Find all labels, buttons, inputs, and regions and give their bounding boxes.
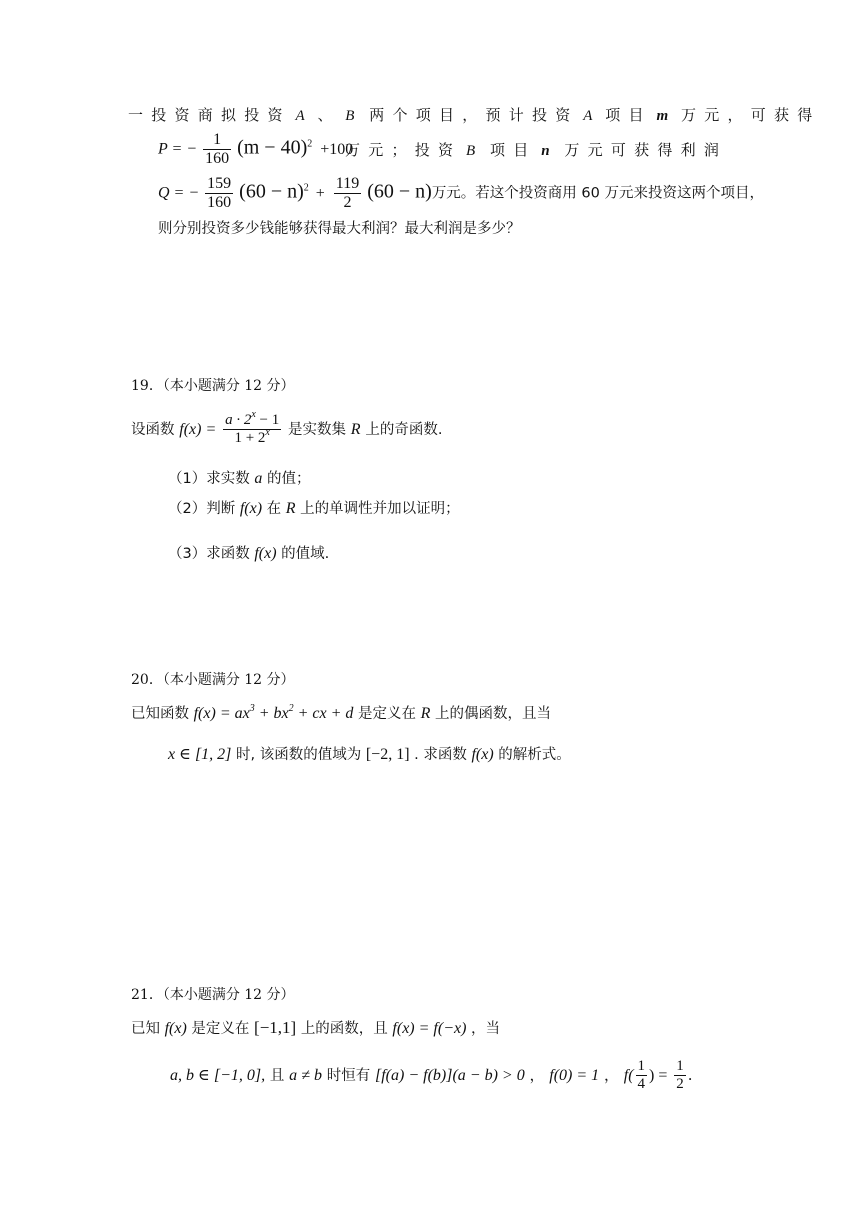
p18-line1 xyxy=(128,106,821,125)
p21-l2-fq: f( xyxy=(623,1066,634,1084)
p20-l1-f3: + cx + d xyxy=(293,705,354,722)
p20-l1-a: 已知函数 xyxy=(131,706,189,722)
p19-num-tail: − 1 xyxy=(255,412,280,428)
p21-header: 21．（本小题满分 12 分） xyxy=(131,987,295,1003)
p18-P-den: 160 xyxy=(205,150,230,168)
p19-intro-c: 上的奇函数. xyxy=(365,421,443,438)
p21-l2-f0: f(0) = 1 xyxy=(549,1066,600,1084)
p21-line1 xyxy=(131,1018,500,1038)
p21-l1-d: ，当 xyxy=(471,1021,501,1037)
p18-line2-c: 万元可获得利润 xyxy=(564,141,728,159)
p21-l1-int: [−1,1] xyxy=(254,1018,297,1037)
p18-line1-text-a: 一投资商拟投资 xyxy=(128,106,291,124)
p21-l2-ab: a, b ∈ [−1, 0], xyxy=(170,1066,266,1084)
p19-q2-f: f(x) xyxy=(239,500,263,517)
p18-formula-P xyxy=(158,131,353,169)
p18-P-tail: +100 xyxy=(320,140,354,158)
p19-q1 xyxy=(168,469,310,488)
p18-line2-b: 项目 xyxy=(490,141,537,159)
p19-q1-var: a xyxy=(254,470,263,487)
p19-num xyxy=(223,409,281,430)
p18-line2-text xyxy=(345,141,727,160)
p21-l2-fq-b: ) = xyxy=(649,1066,668,1084)
p20-header: 20．（本小题满分 12 分） xyxy=(131,672,295,688)
p21-half-num: 1 xyxy=(674,1058,686,1076)
p20-l1-e1: 3 xyxy=(249,703,255,714)
p18-P-lhs: P = − xyxy=(158,140,198,158)
p19-q3-a: （3）求函数 xyxy=(168,546,250,562)
p19-q2 xyxy=(168,499,460,518)
p18-line1-text-c: 项目 xyxy=(605,106,652,124)
p19-header: 19．（本小题满分 12 分） xyxy=(131,378,295,394)
p18-Q-den1: 160 xyxy=(207,194,232,212)
p19-intro-b: 是实数集 xyxy=(288,421,347,438)
p19-q2-R: R xyxy=(285,500,296,517)
p19-den-exp: x xyxy=(265,427,270,439)
p20-l2-x: x ∈ [1, 2] xyxy=(168,746,232,763)
p18-var-n: n xyxy=(541,143,550,159)
p21-l2-end: . xyxy=(687,1065,693,1084)
p18-formula-Q xyxy=(158,175,764,213)
p19-q1-a: （1）求实数 xyxy=(168,471,250,487)
p20-l1-f xyxy=(194,705,354,722)
p21-l2-ineq: [f(a) − f(b)](a − b) > 0 xyxy=(375,1066,525,1084)
p21-quarter-den: 4 xyxy=(637,1076,646,1093)
p21-l2-half xyxy=(674,1058,686,1094)
p19-num-exp: x xyxy=(251,409,256,420)
p18-line1-text-d: 万元，可获得 xyxy=(681,106,821,124)
p20-line2 xyxy=(168,745,571,764)
p19-q2-a: （2）判断 xyxy=(168,501,236,517)
p20-l2-range: [−2, 1] xyxy=(365,746,410,763)
p19-q3-b: 的值域. xyxy=(281,546,330,562)
p20-l1-e2: 2 xyxy=(288,703,294,714)
p18-P-num: 1 xyxy=(203,131,231,150)
p18-P-exp: 2 xyxy=(307,138,313,150)
p19-fx: f(x) = xyxy=(179,420,217,438)
p21-half-den: 2 xyxy=(676,1076,684,1093)
p21-l1-c: 上的函数，且 xyxy=(300,1021,388,1037)
p18-P-paren: (m − 40) xyxy=(237,136,308,159)
p18-var-B: B xyxy=(345,108,355,124)
p20-l2-a: 时, 该函数的值域为 xyxy=(236,747,362,763)
p19-q3 xyxy=(168,544,329,563)
p20-l2-f: f(x) xyxy=(471,746,494,763)
p20-l1-R: R xyxy=(420,705,431,722)
p19-q2-b: 在 xyxy=(266,501,282,517)
p19-num-base: a · 2 xyxy=(225,412,252,428)
p21-line2 xyxy=(170,1058,692,1094)
p21-l1-b: 是定义在 xyxy=(191,1021,250,1037)
p18-var-m: m xyxy=(656,108,669,124)
p20-l2-c: 的解析式。 xyxy=(498,747,571,763)
p21-quarter-num: 1 xyxy=(636,1058,648,1076)
p18-dun: 、 xyxy=(317,106,333,124)
p19-den-base: 1 + 2 xyxy=(234,430,266,447)
p19-fraction xyxy=(223,409,281,448)
p20-l1-c: 上的偶函数，且当 xyxy=(435,706,552,722)
p21-l2-sep2: ， xyxy=(603,1065,619,1084)
p18-Q-num1: 159 xyxy=(205,175,233,194)
p18-Q-den2: 2 xyxy=(343,194,352,212)
p19-q3-f: f(x) xyxy=(254,545,277,562)
p21-l2-sep1: ， xyxy=(529,1065,545,1084)
p21-l1-f: f(x) xyxy=(164,1020,187,1037)
p19-q1-b: 的值； xyxy=(266,471,311,487)
p18-P-fraction xyxy=(203,131,231,169)
p18-Q-paren2: (60 − n) xyxy=(367,180,432,203)
p21-l2-quarter xyxy=(636,1058,648,1094)
p21-l1-eq: f(x) = f(−x) xyxy=(392,1020,467,1037)
p20-l1-b: 是定义在 xyxy=(358,706,417,722)
p21-l2-and: 且 xyxy=(269,1067,285,1084)
p20-l2-b: . 求函数 xyxy=(414,747,467,763)
p18-var-A: A xyxy=(295,108,305,124)
p18-Q-lhs: Q = − xyxy=(158,184,200,202)
p18-Q-paren1: (60 − n) xyxy=(239,180,304,203)
p18-Q-fraction2 xyxy=(334,175,361,213)
p19-q2-c: 上的单调性并加以证明； xyxy=(300,501,460,517)
p18-Q-fraction1 xyxy=(205,175,233,213)
p18-var-A2: A xyxy=(583,108,593,124)
p20-line1 xyxy=(131,704,551,723)
p19-intro-a: 设函数 xyxy=(131,421,175,438)
p21-l2-neq: a ≠ b xyxy=(289,1066,322,1084)
p21-l2-when: 时恒有 xyxy=(326,1067,371,1084)
p18-line2-a: 万元；投资 xyxy=(345,141,462,159)
p18-Q-num2: 119 xyxy=(334,175,361,194)
p18-line4: 则分别投资多少钱能够获得最大利润？最大利润是多少？ xyxy=(158,221,521,237)
p18-Q-exp: 2 xyxy=(303,182,309,194)
p18-var-B2: B xyxy=(466,143,476,159)
p20-l1-f1: f(x) = ax xyxy=(193,705,250,722)
p21-l1-a: 已知 xyxy=(131,1021,160,1037)
p19-intro xyxy=(131,409,443,448)
p18-line3-text: 万元。若这个投资商用 60 万元来投资这两个项目， xyxy=(431,185,764,202)
p19-den xyxy=(223,427,281,447)
p18-line1-text-b: 两个项目，预计投资 xyxy=(369,106,579,124)
p19-R: R xyxy=(350,420,361,438)
p18-Q-plus: + xyxy=(315,184,325,202)
p20-l1-f2: + bx xyxy=(254,705,289,722)
